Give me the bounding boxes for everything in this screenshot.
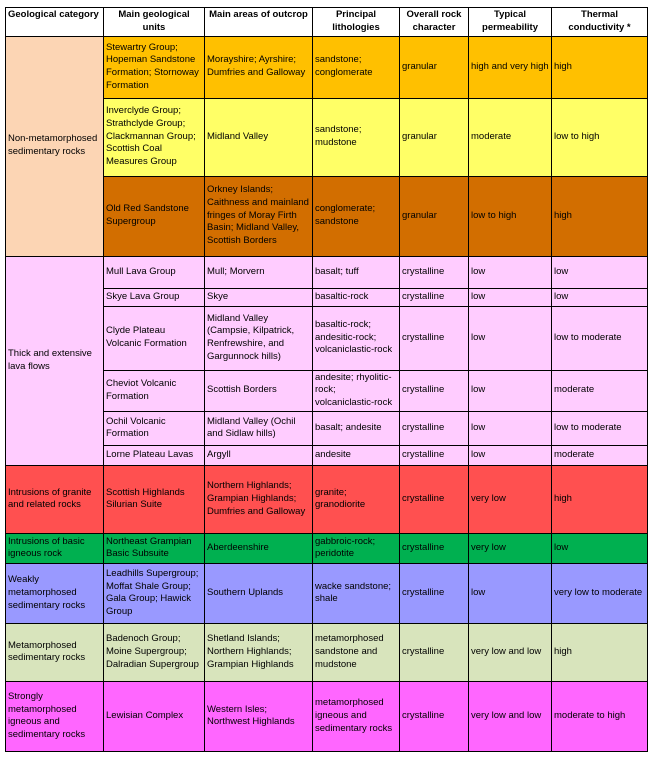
lithologies-cell: metamorphosed sandstone and mudstone [313,623,400,681]
lithologies-cell: gabbroic-rock; peridotite [313,533,400,563]
header-main-areas-of-outcrop: Main areas of outcrop [205,8,313,37]
conductivity-cell: low to moderate [552,306,648,370]
unit-cell: Stewartry Group; Hopeman Sandstone Formation; Stornoway Formation [104,36,205,98]
lithologies-cell: granite; granodiorite [313,465,400,533]
areas-cell: Midland Valley (Campsie, Kilpatrick, Renfrewshire, and Gargunnock hills) [205,306,313,370]
permeability-cell: very low [469,465,552,533]
character-cell: crystalline [400,533,469,563]
character-cell: crystalline [400,288,469,306]
category-cell: Non-metamorphosed sedimentary rocks [6,36,104,256]
conductivity-cell: low to moderate [552,411,648,445]
table-row [6,36,648,98]
character-cell: crystalline [400,681,469,751]
lithologies-cell: andesite; rhyolitic-rock; volcaniclastic-rock [313,370,400,411]
unit-cell: Skye Lava Group [104,288,205,306]
character-cell: granular [400,36,469,98]
character-cell: crystalline [400,306,469,370]
areas-cell: Orkney Islands; Caithness and mainland fringes of Moray Firth Basin; Midland Valley, Scottish Borders [205,176,313,256]
conductivity-cell: low to high [552,98,648,176]
conductivity-cell: moderate [552,445,648,465]
header-principal-lithologies: Principal lithologies [313,8,400,37]
areas-cell: Southern Uplands [205,563,313,623]
unit-cell: Ochil Volcanic Formation [104,411,205,445]
conductivity-cell: moderate to high [552,681,648,751]
table-row [6,465,648,533]
unit-cell: Clyde Plateau Volcanic Formation [104,306,205,370]
category-cell: Intrusions of basic igneous rock [6,533,104,563]
lithologies-cell: conglomerate; sandstone [313,176,400,256]
unit-cell: Leadhills Supergroup; Moffat Shale Group; Gala Group; Hawick Group [104,563,205,623]
permeability-cell: high and very high [469,36,552,98]
header-geological-category: Geological category [6,8,104,37]
conductivity-cell: very low to moderate [552,563,648,623]
lithologies-cell: basaltic-rock; andesitic-rock; volcaniclastic-rock [313,306,400,370]
conductivity-cell: high [552,623,648,681]
permeability-cell: low [469,445,552,465]
header-thermal-conductivity: Thermal conductivity * [552,8,648,37]
areas-cell: Scottish Borders [205,370,313,411]
character-cell: crystalline [400,465,469,533]
character-cell: crystalline [400,623,469,681]
unit-cell: Scottish Highlands Silurian Suite [104,465,205,533]
category-cell: Weakly metamorphosed sedimentary rocks [6,563,104,623]
character-cell: crystalline [400,563,469,623]
conductivity-cell: high [552,36,648,98]
lithologies-cell: sandstone; mudstone [313,98,400,176]
conductivity-cell: low [552,533,648,563]
table-row [6,256,648,288]
table-body [6,36,648,751]
conductivity-cell: high [552,465,648,533]
lithologies-cell: metamorphosed igneous and sedimentary rocks [313,681,400,751]
areas-cell: Shetland Islands; Northern Highlands; Grampian Highlands [205,623,313,681]
conductivity-cell: low [552,288,648,306]
unit-cell: Cheviot Volcanic Formation [104,370,205,411]
areas-cell: Midland Valley (Ochil and Sidlaw hills) [205,411,313,445]
areas-cell: Western Isles; Northwest Highlands [205,681,313,751]
permeability-cell: very low and low [469,681,552,751]
permeability-cell: very low [469,533,552,563]
areas-cell: Mull; Morvern [205,256,313,288]
character-cell: crystalline [400,445,469,465]
areas-cell: Morayshire; Ayrshire; Dumfries and Galloway [205,36,313,98]
areas-cell: Argyll [205,445,313,465]
character-cell: crystalline [400,370,469,411]
lithologies-cell: sandstone; conglomerate [313,36,400,98]
header-row [6,8,648,37]
category-cell: Thick and extensive lava flows [6,256,104,465]
character-cell: crystalline [400,256,469,288]
unit-cell: Lewisian Complex [104,681,205,751]
lithologies-cell: wacke sandstone; shale [313,563,400,623]
unit-cell: Northeast Grampian Basic Subsuite [104,533,205,563]
permeability-cell: low [469,370,552,411]
table-row [6,623,648,681]
permeability-cell: low [469,563,552,623]
lithologies-cell: basalt; tuff [313,256,400,288]
unit-cell: Badenoch Group; Moine Supergroup; Dalradian Supergroup [104,623,205,681]
header-overall-rock-character: Overall rock character [400,8,469,37]
character-cell: crystalline [400,411,469,445]
lithologies-cell: basaltic-rock [313,288,400,306]
table-row [6,681,648,751]
unit-cell: Old Red Sandstone Supergroup [104,176,205,256]
unit-cell: Inverclyde Group; Strathclyde Group; Clackmannan Group; Scottish Coal Measures Group [104,98,205,176]
header-main-geological-units: Main geological units [104,8,205,37]
permeability-cell: low [469,411,552,445]
geology-table [5,7,648,752]
category-cell: Metamorphosed sedimentary rocks [6,623,104,681]
unit-cell: Lorne Plateau Lavas [104,445,205,465]
lithologies-cell: andesite [313,445,400,465]
areas-cell: Northern Highlands; Grampian Highlands; Dumfries and Galloway [205,465,313,533]
table-row [6,563,648,623]
lithologies-cell: basalt; andesite [313,411,400,445]
table-row [6,533,648,563]
areas-cell: Aberdeenshire [205,533,313,563]
category-cell: Intrusions of granite and related rocks [6,465,104,533]
permeability-cell: low [469,288,552,306]
areas-cell: Midland Valley [205,98,313,176]
table-header [6,8,648,37]
permeability-cell: low [469,306,552,370]
conductivity-cell: moderate [552,370,648,411]
permeability-cell: very low and low [469,623,552,681]
category-cell: Strongly metamorphosed igneous and sedimentary rocks [6,681,104,751]
character-cell: granular [400,176,469,256]
unit-cell: Mull Lava Group [104,256,205,288]
permeability-cell: moderate [469,98,552,176]
permeability-cell: low to high [469,176,552,256]
permeability-cell: low [469,256,552,288]
areas-cell: Skye [205,288,313,306]
character-cell: granular [400,98,469,176]
conductivity-cell: high [552,176,648,256]
conductivity-cell: low [552,256,648,288]
header-typical-permeability: Typical permeability [469,8,552,37]
